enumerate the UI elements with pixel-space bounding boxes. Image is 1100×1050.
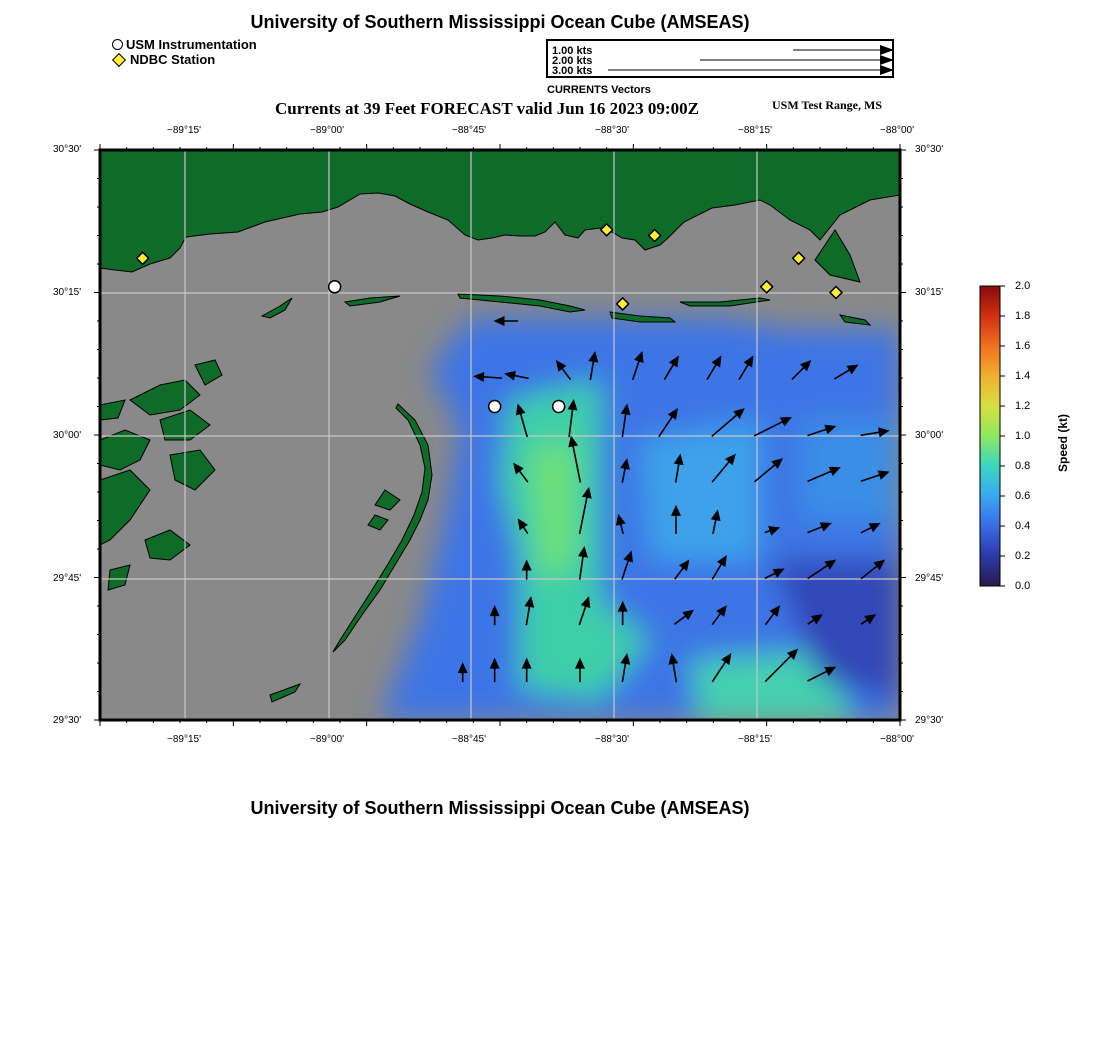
colorbar-tick: 2.0 — [1015, 280, 1031, 292]
region-label: USM Test Range, MS — [772, 98, 883, 112]
lat-tick-left-1: 30°30' — [53, 144, 82, 155]
legend-usm-label: USM Instrumentation — [126, 37, 257, 52]
lat-tick-right-3: 30°00' — [915, 430, 944, 441]
colorbar-tick: 1.6 — [1015, 340, 1031, 352]
lon-tick-top-6: −88°00' — [880, 125, 914, 136]
colorbar-tick: 1.8 — [1015, 310, 1031, 322]
colorbar-tick: 1.4 — [1015, 370, 1031, 382]
lat-tick-right-2: 30°15' — [915, 287, 944, 298]
colorbar-tick: 0.0 — [1015, 580, 1031, 592]
lon-tick-top-3: −88°45' — [452, 125, 486, 136]
usm-instrument-marker — [329, 281, 341, 293]
legend-ndbc-label: NDBC Station — [130, 52, 216, 67]
colorbar-tick: 1.2 — [1015, 400, 1031, 412]
colorbar-tick: 0.2 — [1015, 550, 1031, 562]
lat-tick-left-5: 29°30' — [53, 715, 82, 726]
colorbar-tick: 0.8 — [1015, 460, 1031, 472]
lon-tick-top-2: −89°00' — [310, 125, 344, 136]
lon-tick-bottom-4: −88°30' — [595, 734, 629, 745]
colorbar-tick: 1.0 — [1015, 430, 1031, 442]
vector-scale-label-3: 3.00 kts — [552, 65, 593, 77]
lat-tick-left-2: 30°15' — [53, 287, 82, 298]
vector-key-caption: CURRENTS Vectors — [547, 84, 651, 96]
usm-instrument-marker — [489, 401, 501, 413]
usm-instrument-marker — [553, 401, 565, 413]
colorbar-tick: 0.4 — [1015, 520, 1031, 532]
lon-tick-bottom-3: −88°45' — [452, 734, 486, 745]
speed-colorbar — [975, 282, 1015, 592]
lat-tick-right-4: 29°45' — [915, 573, 944, 584]
footer-title: University of Southern Mississippi Ocean Cube (AMSEAS) — [250, 798, 750, 818]
lon-tick-bottom-2: −89°00' — [310, 734, 344, 745]
lat-tick-right-1: 30°30' — [915, 144, 944, 155]
colorbar-tick: 0.6 — [1015, 490, 1031, 502]
lon-tick-top-1: −89°15' — [167, 125, 201, 136]
lon-tick-top-5: −88°15' — [738, 125, 772, 136]
speed-field — [380, 318, 900, 720]
lon-tick-bottom-5: −88°15' — [738, 734, 772, 745]
lon-tick-bottom-6: −88°00' — [880, 734, 914, 745]
lon-tick-top-4: −88°30' — [595, 125, 629, 136]
vector-scale-label-1: 1.00 kts — [552, 45, 593, 57]
vector-scale-label-2: 2.00 kts — [552, 55, 593, 67]
lat-tick-left-3: 30°00' — [53, 430, 82, 441]
lat-tick-right-5: 29°30' — [915, 715, 944, 726]
colorbar-title: Speed (kt) — [1056, 413, 1071, 473]
map-title: University of Southern Mississippi Ocean Cube (AMSEAS) — [250, 12, 750, 32]
lon-tick-bottom-1: −89°15' — [167, 734, 201, 745]
forecast-subtitle: Currents at 39 Feet FORECAST valid Jun 16 2023 09:00Z — [275, 99, 699, 118]
lat-tick-left-4: 29°45' — [53, 573, 82, 584]
